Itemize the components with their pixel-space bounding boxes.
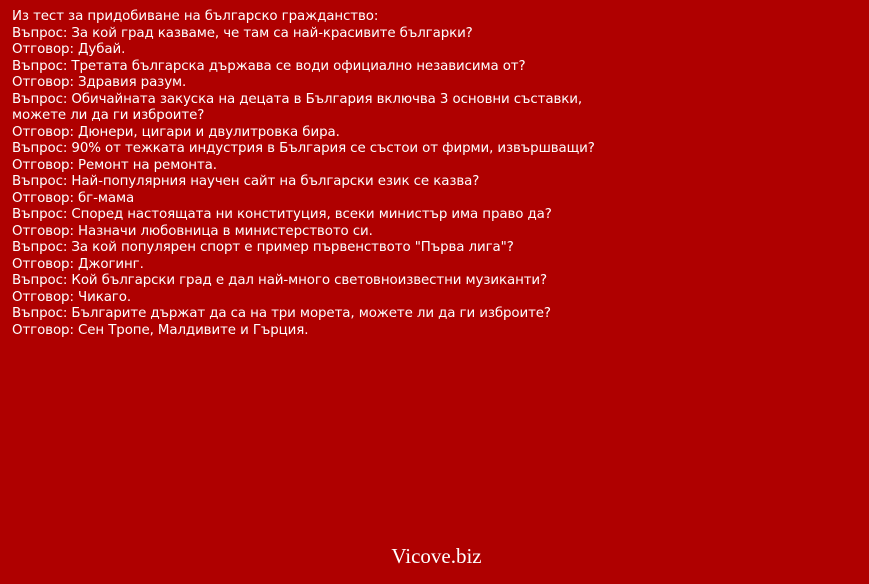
question-line: Въпрос: Обичайната закуска на децата в България включва 3 основни съставки, можете ли да ги изброите? <box>12 91 583 123</box>
answer-line: Отговор: бг-мама <box>12 190 135 206</box>
joke-text-block <box>12 9 612 339</box>
watermark <box>0 544 869 569</box>
answer-line: Отговор: Чикаго. <box>12 289 131 305</box>
question-line: Въпрос: Българите държат да са на три морета, можете ли да ги изброите? <box>12 306 551 321</box>
answer-line: Отговор: Сен Тропе, Малдивите и Гърция. <box>12 322 309 338</box>
watermark-text: Vicove.biz <box>391 544 482 568</box>
question-line: Въпрос: 90% от тежката индустрия в България се състои от фирми, извършващи? <box>12 141 595 156</box>
question-line: Въпрос: За кой популярен спорт е пример първенството "Първа лига"? <box>12 240 514 255</box>
question-line: Въпрос: Кой български град е дал най-много световноизвестни музиканти? <box>12 273 548 288</box>
answer-line: Отговор: Назначи любовница в министерството си. <box>12 223 373 239</box>
question-line: Въпрос: Третата българска държава се води официално независима от? <box>12 58 526 74</box>
answer-line: Отговор: Джогинг. <box>12 256 144 272</box>
intro-line: Из тест за придобиване на българско гражданство: <box>12 9 379 24</box>
answer-line: Отговор: Дюнери, цигари и двулитровка бира. <box>12 124 340 140</box>
question-line: Въпрос: Най-популярния научен сайт на български език се казва? <box>12 174 480 189</box>
answer-line: Отговор: Дубай. <box>12 42 126 57</box>
answer-line: Отговор: Здравия разум. <box>12 75 187 90</box>
question-line: Въпрос: За кой град казваме, че там са най-красивите българки? <box>12 25 473 41</box>
answer-line: Отговор: Ремонт на ремонта. <box>12 157 217 173</box>
question-line: Въпрос: Според настоящата ни конституция, всеки министър има право да? <box>12 207 552 222</box>
